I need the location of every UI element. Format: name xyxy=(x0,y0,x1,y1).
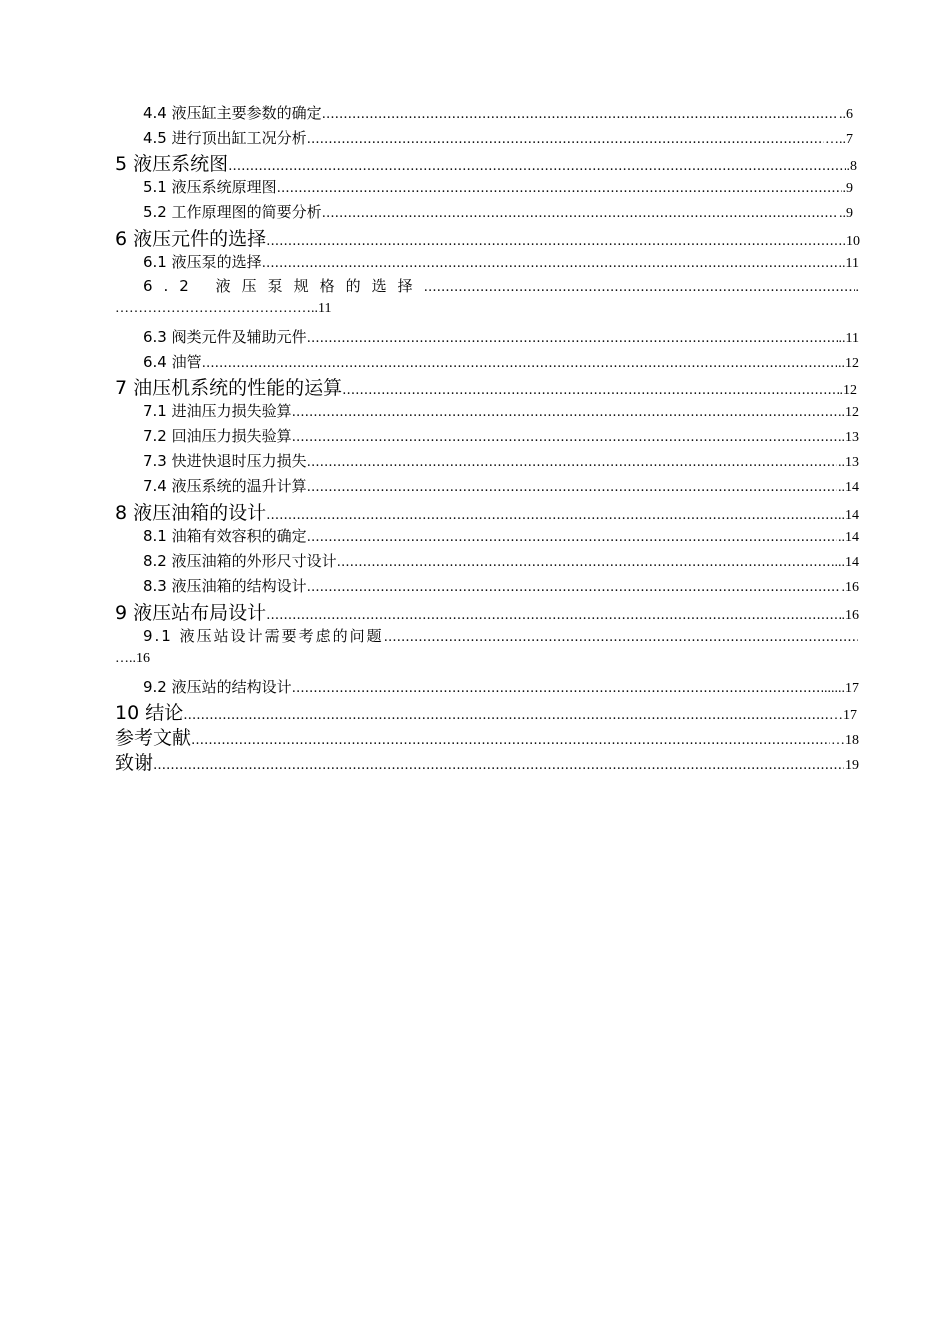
dot-leader xyxy=(307,480,837,495)
toc-entry-title: 致谢 xyxy=(115,752,154,774)
toc-entry-title: 10 结论 xyxy=(115,702,184,724)
dot-leader xyxy=(266,608,840,623)
toc-entry[interactable] xyxy=(143,102,853,123)
dot-leader xyxy=(202,356,837,371)
toc-entry-page: ..11 xyxy=(838,256,859,271)
dot-leader xyxy=(307,132,824,147)
toc-entry[interactable] xyxy=(143,676,859,697)
toc-entry-page: …17 xyxy=(829,708,857,723)
toc-entry-page: …18 xyxy=(831,733,859,748)
dot-leader xyxy=(384,630,858,645)
toc-entry-title: 6.3 阀类元件及辅助元件 xyxy=(143,328,307,346)
dot-leader xyxy=(228,159,845,174)
toc-entry-title: 4.5 进行顶出缸工况分析 xyxy=(143,129,307,147)
dot-leader xyxy=(292,430,837,445)
toc-entry-title: 8.3 液压油箱的结构设计 xyxy=(143,577,307,595)
toc-entry-title: 7.4 液压系统的温升计算 xyxy=(143,477,307,495)
toc-entry[interactable] xyxy=(143,326,859,347)
toc-entry-page: ..14 xyxy=(838,530,859,545)
toc-entry[interactable] xyxy=(143,450,859,471)
toc-entry-page: 19 xyxy=(845,758,859,773)
toc-entry-title: 5.1 液压系统原理图 xyxy=(143,178,277,196)
toc-entry[interactable] xyxy=(143,575,859,596)
toc-entry[interactable] xyxy=(115,224,860,251)
toc-entry[interactable] xyxy=(115,598,859,625)
toc-entry[interactable] xyxy=(143,275,859,296)
toc-entry[interactable] xyxy=(143,625,859,646)
toc-entry-page: .10 xyxy=(842,234,860,249)
toc-entry-page: ..9 xyxy=(839,206,853,221)
toc-entry-title: 6 液压元件的选择 xyxy=(115,228,267,250)
dot-leader xyxy=(183,708,828,723)
dot-leader xyxy=(424,280,855,295)
toc-entry-page: .16 xyxy=(841,580,859,595)
dot-leader xyxy=(266,508,837,523)
toc-entry-title: 9.1 液压站设计需要考虑的问题 xyxy=(143,627,384,645)
dot-leader xyxy=(191,733,830,748)
toc-entry-continuation: …..16 xyxy=(115,651,150,666)
dot-leader xyxy=(322,206,838,221)
dot-leader xyxy=(342,383,838,398)
toc-entry-title: 参考文献 xyxy=(115,727,192,749)
toc-entry[interactable] xyxy=(143,127,853,148)
toc-entry-page: .16 xyxy=(841,608,859,623)
toc-entry-title: 8 液压油箱的设计 xyxy=(115,502,267,524)
toc-entry[interactable] xyxy=(143,425,859,446)
dot-leader xyxy=(266,234,841,249)
dot-leader xyxy=(307,530,837,545)
toc-entry-page: ......17 xyxy=(824,681,859,696)
toc-entry[interactable] xyxy=(115,748,859,775)
toc-entry-title: 8.2 液压油箱的外形尺寸设计 xyxy=(143,552,337,570)
toc-entry-page: ..14 xyxy=(838,480,859,495)
toc-entry-continuation: ……………………………………..11 xyxy=(115,301,332,316)
toc-entry-page: . xyxy=(855,280,859,295)
toc-entry-title: 9.2 液压站的结构设计 xyxy=(143,678,292,696)
dot-leader xyxy=(153,758,844,773)
toc-entry-page: .8 xyxy=(846,159,857,174)
toc-entry-page: ..11 xyxy=(838,331,859,346)
dot-leader xyxy=(277,181,842,196)
toc-entry-title: 9 液压站布局设计 xyxy=(115,602,267,624)
toc-entry-page: ..12 xyxy=(838,405,859,420)
toc-entry-page: ..13 xyxy=(838,430,859,445)
dot-leader xyxy=(307,580,841,595)
dot-leader xyxy=(337,555,830,570)
toc-entry-page: .12 xyxy=(839,383,857,398)
toc-entry[interactable] xyxy=(143,525,859,546)
dot-leader xyxy=(292,681,823,696)
toc-entry-page: ..12 xyxy=(838,356,859,371)
toc-entry-title: 6.2 液压泵规格的选择 xyxy=(143,277,424,295)
toc-entry-title: 6.1 液压泵的选择 xyxy=(143,253,262,271)
toc-entry-page: …..7 xyxy=(825,132,853,147)
toc-entry-title: 7.1 进油压力损失验算 xyxy=(143,402,292,420)
toc-entry[interactable] xyxy=(143,351,859,372)
dot-leader xyxy=(307,455,837,470)
toc-entry[interactable] xyxy=(143,550,859,571)
dot-leader xyxy=(322,107,838,122)
toc-entry[interactable] xyxy=(143,176,853,197)
toc-entry[interactable] xyxy=(115,723,859,750)
toc-entry-page: ..6 xyxy=(839,107,853,122)
toc-entry[interactable] xyxy=(115,373,857,400)
toc-entry-title: 4.4 液压缸主要参数的确定 xyxy=(143,104,322,122)
toc-entry-title: 7.2 回油压力损失验算 xyxy=(143,427,292,445)
toc-entry[interactable] xyxy=(143,475,859,496)
toc-entry-title: 5.2 工作原理图的简要分析 xyxy=(143,203,322,221)
toc-entry[interactable] xyxy=(115,698,857,725)
toc-entry-title: 7.3 快进快退时压力损失 xyxy=(143,452,307,470)
toc-entry-title: 6.4 油管 xyxy=(143,353,202,371)
toc-entry[interactable] xyxy=(115,498,859,525)
toc-entry-page: ..13 xyxy=(838,455,859,470)
toc-entry-page: ..14 xyxy=(838,508,859,523)
dot-leader xyxy=(292,405,837,420)
toc-entry[interactable] xyxy=(143,251,859,272)
toc-entry-page: ....14 xyxy=(831,555,859,570)
toc-entry-title: 7 油压机系统的性能的运算 xyxy=(115,377,343,399)
toc-entry[interactable] xyxy=(115,149,857,176)
toc-entry[interactable] xyxy=(143,400,859,421)
dot-leader xyxy=(262,256,838,271)
toc-entry-page: .9 xyxy=(842,181,853,196)
toc-entry-title: 5 液压系统图 xyxy=(115,153,229,175)
dot-leader xyxy=(307,331,838,346)
toc-entry-title: 8.1 油箱有效容积的确定 xyxy=(143,527,307,545)
toc-entry[interactable] xyxy=(143,201,853,222)
